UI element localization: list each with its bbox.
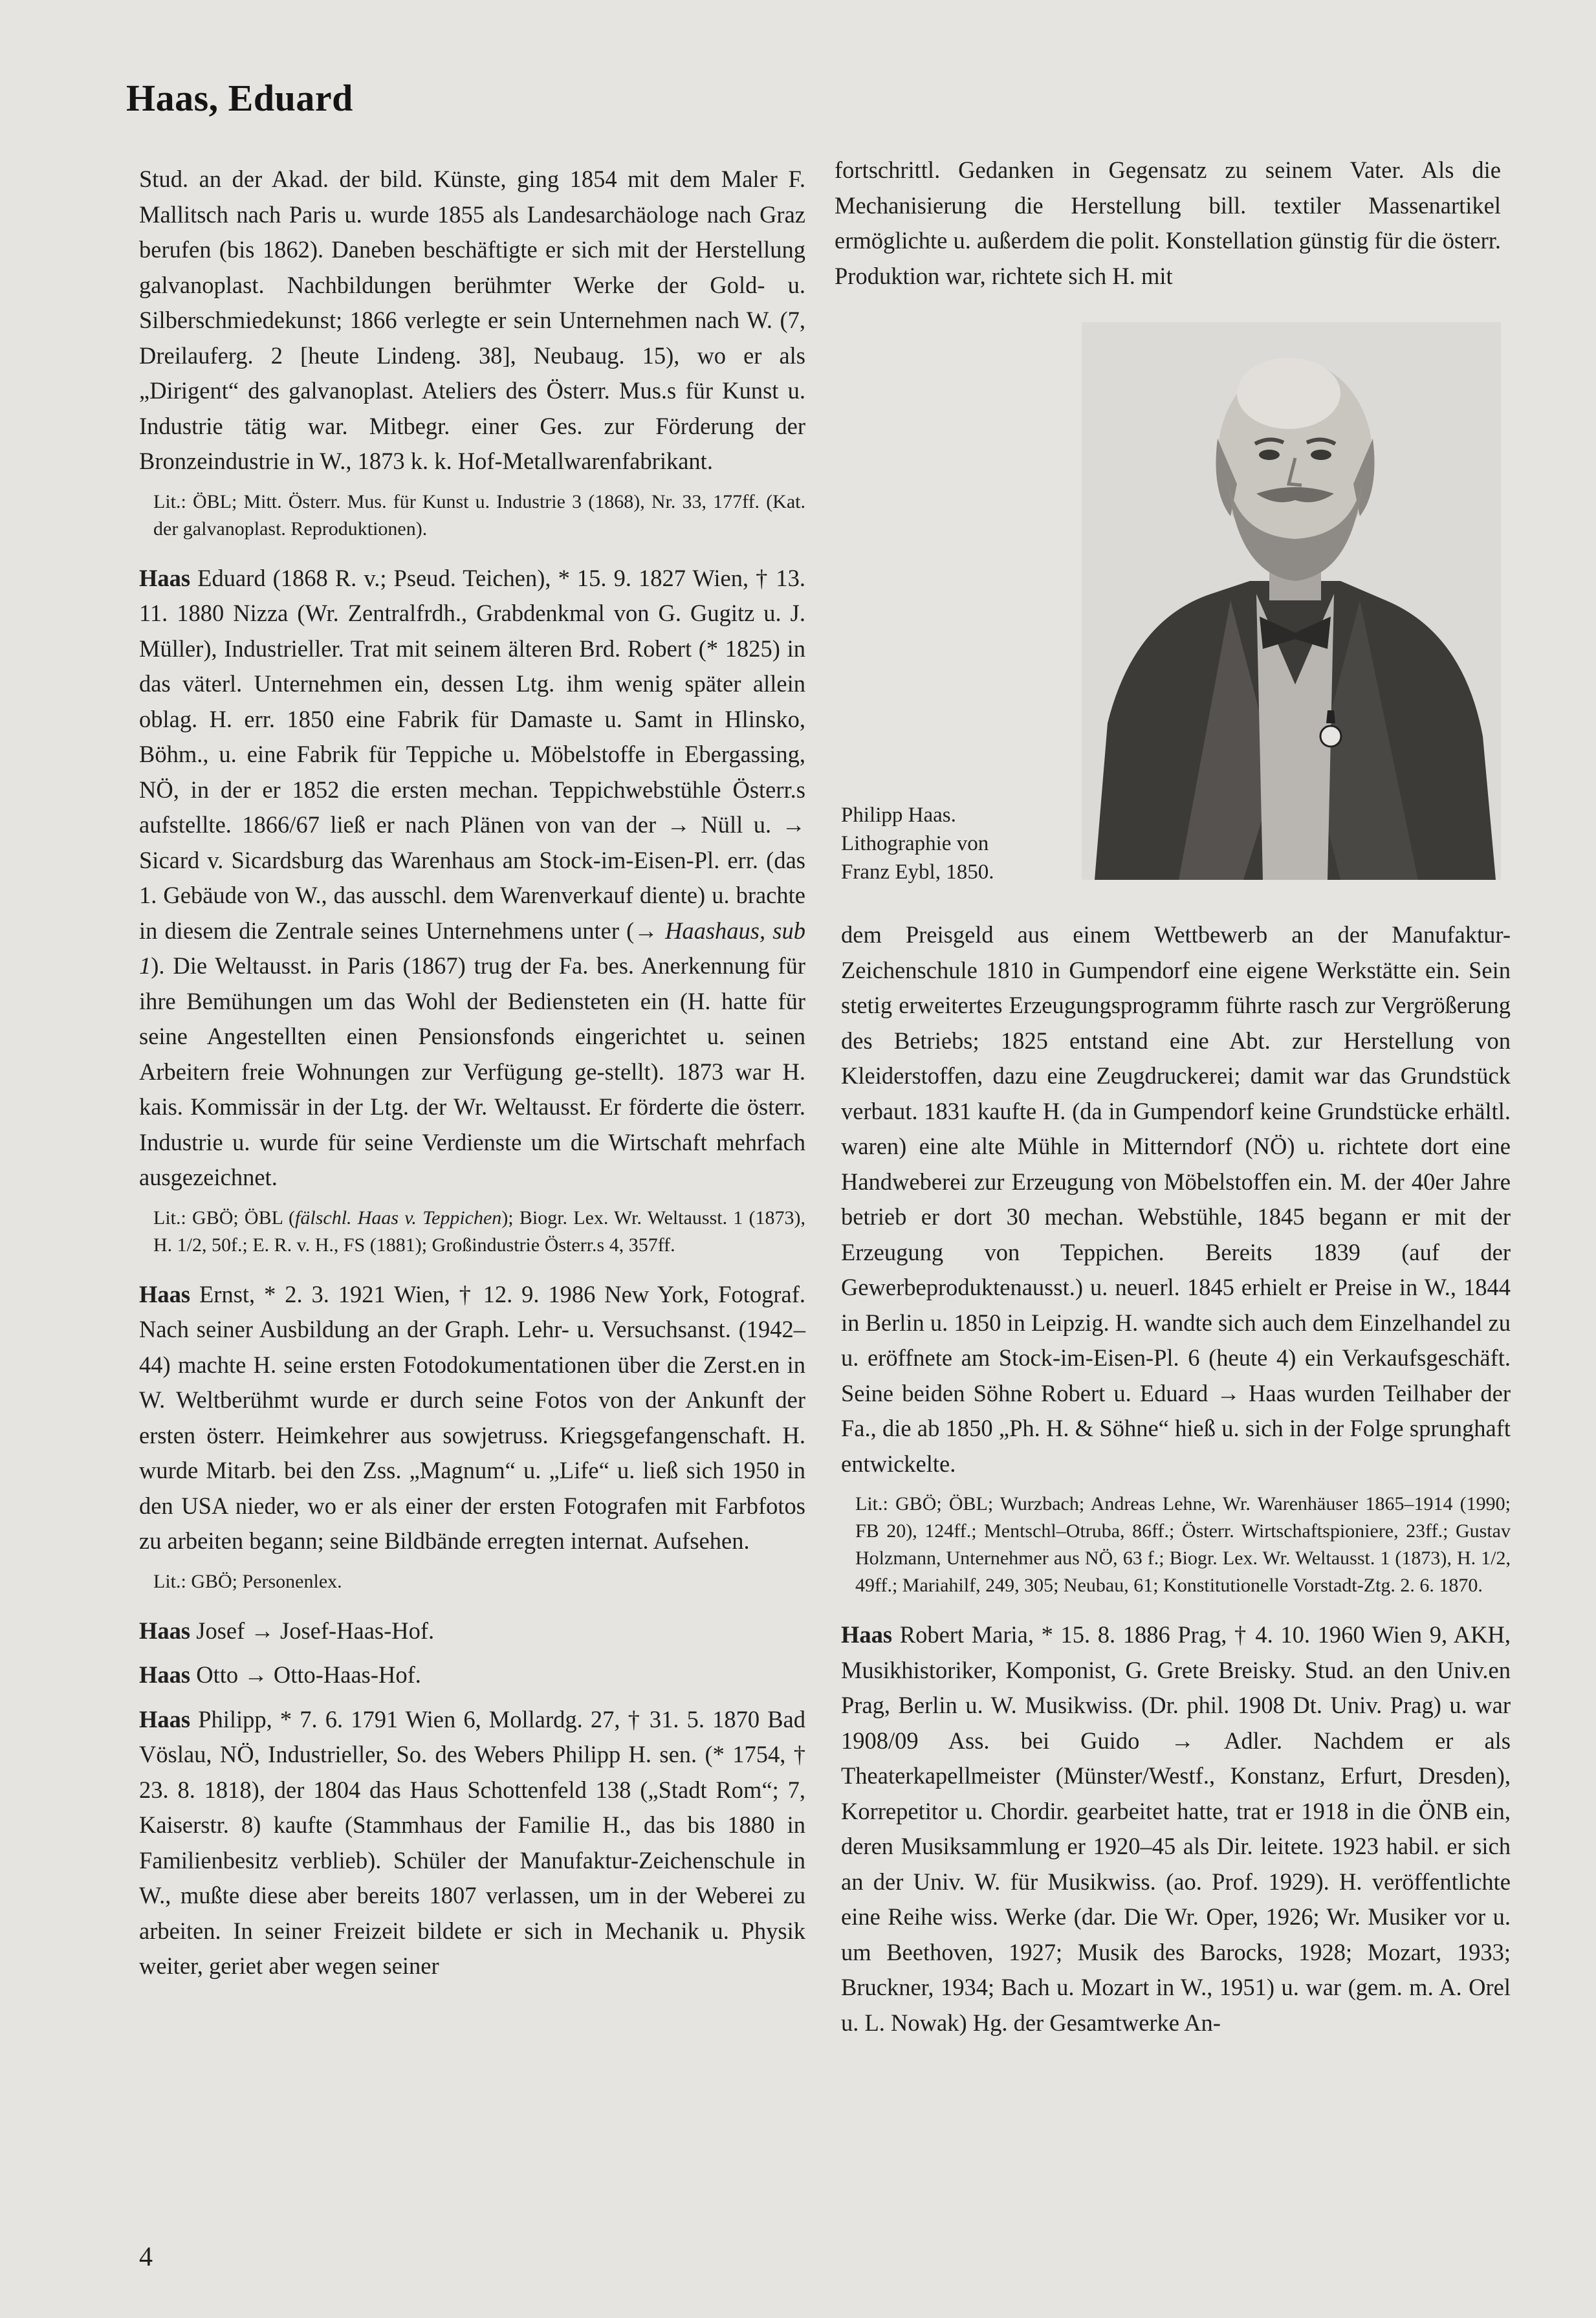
caption-line: Philipp Haas. — [841, 804, 956, 827]
right-column — [841, 917, 1511, 2050]
portrait-caption — [841, 801, 1074, 886]
entry-ernst-headword: Haas — [139, 1280, 191, 1307]
entry-ernst-literature: Lit.: GBÖ; Personenlex. — [153, 1570, 342, 1592]
lit-italic: fälschl. Haas v. Teppichen — [295, 1207, 502, 1229]
entry-eduard-body-2: ). Die Weltausst. in Paris (1867) trug der Fa. bes. Anerkennung für ihre Bemühungen um das Wohl der Bediensteten ein (H. hatte für seine Angestellten einen Pensionsfonds eingerichtet u. seinen Arbeitern freie Wohnungen zur Verfügung ge-stellt). 1873 war H. kais. Kommissär in der Ltg. der Wr. Weltausst. Er förderte die österr. Industrie u. wurde für seine Verdienste um die Wirtschaft mehrfach ausgezeichnet. — [139, 952, 805, 1190]
entry-otto — [139, 1657, 805, 1693]
entry-philipp-body: Philipp, * 7. 6. 1791 Wien 6, Mollardg. 27, † 31. 5. 1870 Bad Vöslau, NÖ, Industrieller, So. des Webers Philipp H. sen. (* 1754, † 23. 8. 1818), der 1804 das Haus Schottenfeld 138 („Stadt Rom“; 7, Kaiserstr. 8) kaufte (Stammhaus der Familie H., das bis 1880 in Familienbesitz verblieb). Schüler der Manufaktur-Zeichenschule in W., mußte diese aber bereits 1807 verlassen, um in der Weberei zu arbeiten. In seiner Freizeit bildete er sich in Mechanik u. Physik weiter, geriet aber wegen seiner — [139, 1705, 805, 1979]
left-column — [139, 162, 805, 1993]
intro-paragraph: Stud. an der Akad. der bild. Künste, ging 1854 mit dem Maler F. Mallitsch nach Paris u. wurde 1855 als Landesarchäologe nach Graz berufen (bis 1862). Daneben beschäftigte er sich mit der Herstellung galvanoplast. Nachbildungen berühmter Werke der Gold- u. Silberschmiedekunst; 1866 verlegte er sein Unternehmen nach W. (7, Dreilauferg. 2 [heute Lindeng. 38], Neubaug. 15), wo er als „Dirigent“ des galvanoplast. Ateliers des Österr. Mus.s für Kunst u. Industrie tätig war. Mitbegr. einer Ges. zur Förderung der Bronzeindustrie in W., 1873 k. k. Hof-Metallwarenfabrikant. — [139, 166, 805, 474]
entry-philipp-continued-2: dem Preisgeld aus einem Wettbewerb an der Manufaktur-Zeichenschule 1810 in Gumpendorf eine eigene Werkstätte ein. Sein stetig erweitertes Erzeugungsprogramm führte rasch zur Vergrößerung des Betriebs; 1825 entstand eine Abt. zur Herstellung von Kleiderstoffen, dazu eine Zeugdruckerei; damit war das Grundstück verbaut. 1831 kaufte H. (da in Gumpendorf keine Grundstücke erhältl. waren) eine alte Mühle in Mitterndorf (NÖ) u. richtete dort eine Handweberei zur Erzeugung von Möbelstoffen ein. M. der 40er Jahre betrieb er dort 30 mechan. Webstühle, 1845 begann er mit der Erzeugung von Teppichen. Bereits 1839 (auf der Gewerbeproduktenausst.) u. neuerl. 1845 erhielt er Preise in W., 1844 in Berlin u. 1850 in Leipzig. H. wandte sich auch dem Einzelhandel zu u. eröffnete am Stock-im-Eisen-Pl. 6 (heute 4) ein Verkaufsgeschäft. Seine beiden Söhne Robert u. Eduard → Haas wurden Teilhaber der Fa., die ab 1850 „Ph. H. & Söhne“ hieß u. sich in der Folge sprunghaft entwickelte. — [841, 921, 1511, 1477]
caption-line: Lithographie von — [841, 832, 989, 855]
entry-josef-headword: Haas — [139, 1617, 191, 1644]
caption-line: Franz Eybl, 1850. — [841, 860, 994, 884]
portrait-philipp-haas — [1082, 322, 1501, 880]
entry-robert-body: Robert Maria, * 15. 8. 1886 Prag, † 4. 10. 1960 Wien 9, AKH, Musikhistoriker, Komponist, G. Grete Breisky. Stud. an den Univ.en Prag, Berlin u. W. Musikwiss. (Dr. phil. 1908 Dt. Univ. Prag) u. war 1908/09 Ass. bei Guido → Adler. Nachdem er als Theaterkapellmeister (Münster/Westf., Konstanz, Erfurt, Dresden), Korrepetitor u. Chordir. gearbeitet hatte, trat er 1918 in die ÖNB ein, deren Musiksammlung er 1920–45 als Dir. leitete. 1923 habil. er sich an der Univ. W. für Musikwiss. (ao. Prof. 1929). H. veröffentlichte eine Reihe wiss. Werke (dar. Die Wr. Oper, 1926; Wr. Musiker vor u. um Beethoven, 1927; Musik des Barocks, 1928; Mozart, 1933; Bruckner, 1934; Bach u. Mozart in W., 1951) u. war (gem. m. A. Orel u. L. Nowak) Hg. der Gesamtwerke An- — [841, 1621, 1511, 2036]
entry-eduard-literature — [153, 1205, 805, 1259]
entry-eduard — [139, 561, 805, 1259]
right-column-top — [835, 153, 1501, 303]
entry-philipp-literature: Lit.: GBÖ; ÖBL; Wurzbach; Andreas Lehne, Wr. Warenhäuser 1865–1914 (1990; FB 20), 124ff.; Mentschl–Otruba, 86ff.; Österr. Wirtschaftspioniere, 23ff.; Gustav Holzmann, Unternehmer aus NÖ, 63 f.; Biogr. Lex. Wr. Weltausst. 1 (1873), H. 1/2, 49ff.; Mariahilf, 249, 305; Neubau, 61; Konstitutionelle Vorstadt-Ztg. 2. 6. 1870. — [855, 1493, 1511, 1596]
entry-eduard-body-1: Eduard (1868 R. v.; Pseud. Teichen), * 15. 9. 1827 Wien, † 13. 11. 1880 Nizza (Wr. Zentralfrdh., Grabdenkmal von G. Gugitz u. J. Müller), Industrieller. Trat mit seinem älteren Brd. Robert (* 1825) in das väterl. Unternehmen ein, dessen Ltg. ihm wenig später allein oblag. H. err. 1850 eine Fabrik für Damaste u. Samt in Hlinsko, Böhm., u. eine Fabrik für Teppiche u. Möbelstoffe in Ebergassing, NÖ, in der er 1852 die ersten mechan. Teppichwebstühle Österr.s aufstellte. 1866/67 ließ er nach Plänen von van der → Nüll u. → Sicard v. Sicardsburg das Warenhaus am Stock-im-Eisen-Pl. err. (das 1. Gebäude von W., das ausschl. dem Warenverkauf diente) u. brachte in diesem die Zentrale seines Unternehmens unter (→ — [139, 564, 805, 944]
entry-otto-headword: Haas — [139, 1661, 191, 1688]
entry-otto-body: Otto → Otto-Haas-Hof. — [190, 1661, 421, 1688]
entry-robert — [841, 1617, 1511, 2040]
entry-philipp-continued: fortschrittl. Gedanken in Gegensatz zu seinem Vater. Als die Mechanisierung die Herstellung bill. textiler Massenartikel ermöglichte u. außerdem die polit. Konstellation günstig für die österr. Produktion war, richtete sich H. mit — [835, 157, 1501, 289]
entry-ernst — [139, 1277, 805, 1595]
entry-philipp — [139, 1702, 805, 1984]
page-title: Haas, Eduard — [126, 77, 353, 119]
entry-philipp-headword: Haas — [139, 1705, 191, 1733]
portrait-lithograph — [1082, 322, 1501, 880]
entry-eduard-crossref: Haashaus, sub 1 — [139, 917, 805, 979]
entry-eduard-headword: Haas — [139, 564, 191, 591]
entry-ernst-text — [139, 1277, 805, 1559]
entry-robert-headword: Haas — [841, 1621, 893, 1648]
entry-eduard-text — [139, 561, 805, 1196]
lit-part: Lit.: GBÖ; ÖBL ( — [153, 1207, 296, 1229]
intro-literature: Lit.: ÖBL; Mitt. Österr. Mus. für Kunst u. Industrie 3 (1868), Nr. 33, 177ff. (Kat. der galvanoplast. Reproduktionen). — [153, 490, 805, 540]
entry-ernst-body: Ernst, * 2. 3. 1921 Wien, † 12. 9. 1986 New York, Fotograf. Nach seiner Ausbildung an der Graph. Lehr- u. Versuchsanst. (1942–44) machte H. seine ersten Fotodokumentationen über die Zerst.en in W. Weltberühmt wurde er durch seine Fotos von der Ankunft der ersten österr. Heimkehrer aus sowjetruss. Kriegsgefangenschaft. H. wurde Mitarb. bei den Zss. „Magnum“ u. „Life“ u. ließ sich 1950 in den USA nieder, wo er als einer der ersten Fotografen mit Farbfotos zu arbeiten begann; seine Bildbände erregten internat. Aufsehen. — [139, 1280, 805, 1554]
entry-josef-body: Josef → Josef-Haas-Hof. — [190, 1617, 435, 1644]
page-number: 4 — [139, 2242, 153, 2272]
entry-josef — [139, 1613, 805, 1649]
lit-part: ); Biogr. Lex. Wr. Weltausst. 1 (1873), H. 1/2, 50f.; E. R. v. H., FS (1881); Großindustrie Österr.s 4, 357ff. — [153, 1207, 805, 1256]
